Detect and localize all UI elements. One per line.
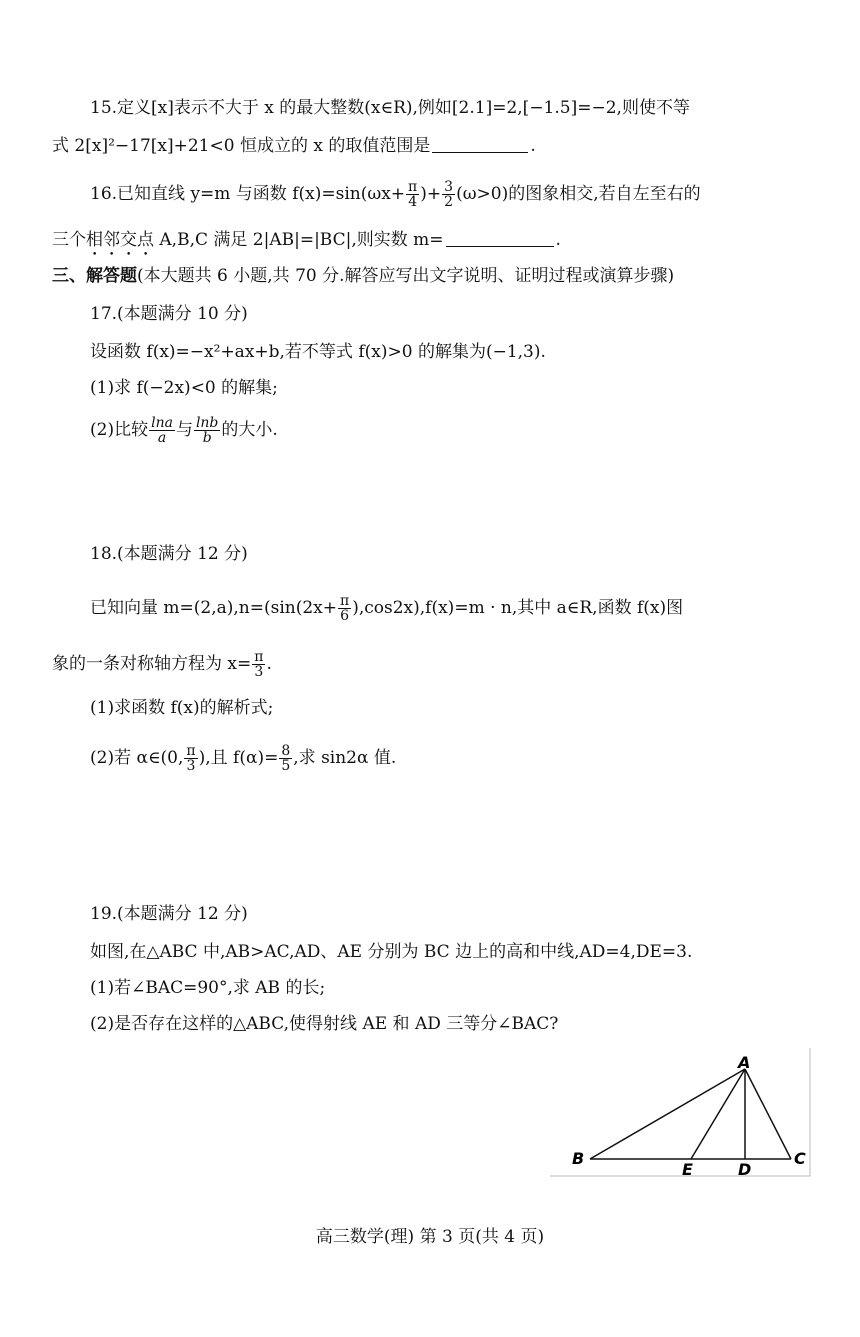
q19-part2: (2)是否存在这样的△ABC,使得射线 AE 和 AD 三等分∠BAC? — [90, 1014, 559, 1034]
q15-line2-text: 式 2[x]²−17[x]+21<0 恒成立的 x 的取值范围是 — [52, 136, 431, 156]
q16-frac-3-2 — [442, 180, 455, 209]
q18-p2-a: (2)若 α∈(0, — [90, 748, 184, 768]
q17-p2-b: 与 — [175, 420, 193, 440]
triangle-figure — [548, 1048, 812, 1178]
q18-frac4-den: 5 — [281, 758, 291, 774]
q18-frac-8-5 — [279, 744, 292, 773]
q16-line2-a: 三个 — [52, 230, 86, 250]
label-a: A — [738, 1053, 751, 1072]
q16-line1 — [90, 180, 701, 209]
q16-end: . — [555, 230, 561, 250]
q18-p2-c: ,求 sin2α 值. — [293, 748, 397, 768]
q18-frac-pi-3 — [252, 650, 265, 679]
label-e: E — [682, 1160, 693, 1178]
q18-stem2 — [52, 650, 272, 679]
section3-title: 三、解答题 — [52, 266, 137, 286]
q16-line1-c: (ω>0)的图象相交,若自左至右的 — [456, 184, 701, 204]
q18-frac3-num: π — [186, 743, 196, 759]
q18-header: 18.(本题满分 12 分) — [90, 544, 248, 564]
q17-header: 17.(本题满分 10 分) — [90, 304, 248, 324]
q16-emphasized-text: 相邻交点 — [86, 230, 154, 250]
q17-frac2-num: lnb — [195, 415, 219, 431]
q18-frac-pi-3b — [184, 744, 197, 773]
q18-p2-b: ),且 f(α)= — [198, 748, 279, 768]
q15-end: . — [530, 136, 536, 156]
q16-line2 — [52, 228, 561, 260]
q18-frac-pi-6 — [338, 594, 351, 623]
q18-frac1-den: 6 — [340, 608, 350, 624]
q15-answer-blank — [432, 136, 528, 153]
q17-frac1-num: lna — [151, 415, 173, 431]
q15-line2 — [52, 134, 536, 158]
q16-line2-b: A,B,C 满足 2|AB|=|BC|,则实数 m= — [154, 230, 444, 250]
segment-ac — [745, 1069, 791, 1159]
q18-stem-a: 已知向量 m=(2,a),n=(sin(2x+ — [90, 598, 338, 618]
q18-frac2-den: 3 — [254, 664, 264, 680]
q17-part2 — [90, 416, 278, 445]
q18-frac1-num: π — [340, 593, 350, 609]
q17-p2-a: (2)比较 — [90, 420, 149, 440]
segment-ab — [590, 1069, 745, 1159]
q18-stem-b: ),cos2x),f(x)=m · n,其中 a∈R,函数 f(x)图 — [352, 598, 684, 618]
q17-stem: 设函数 f(x)=−x²+ax+b,若不等式 f(x)>0 的解集为(−1,3). — [90, 342, 546, 362]
q17-part1: (1)求 f(−2x)<0 的解集; — [90, 378, 278, 398]
q18-stem — [90, 594, 683, 623]
q16-line1-b: )+ — [420, 184, 442, 204]
q18-frac2-num: π — [254, 649, 264, 665]
q16-frac-pi-4 — [406, 180, 419, 209]
q17-frac2-den: b — [202, 430, 212, 446]
q18-frac4-num: 8 — [281, 743, 291, 759]
section3-heading — [52, 264, 674, 288]
q16-answer-blank — [446, 230, 554, 247]
q16-frac2-num: 3 — [444, 179, 454, 195]
section3-note: (本大题共 6 小题,共 70 分.解答应写出文字说明、证明过程或演算步骤) — [137, 266, 675, 286]
q16-frac-den: 4 — [408, 194, 418, 210]
q17-frac-lna-a — [149, 416, 175, 445]
q17-frac1-den: a — [157, 430, 167, 446]
q16-frac-num: π — [408, 179, 418, 195]
figure-frame — [550, 1048, 810, 1176]
q16-frac2-den: 2 — [444, 194, 454, 210]
label-c: C — [794, 1149, 806, 1168]
q18-frac3-den: 3 — [186, 758, 196, 774]
q19-part1: (1)若∠BAC=90°,求 AB 的长; — [90, 978, 326, 998]
q17-frac-lnb-b — [194, 416, 220, 445]
q15-line1: 15.定义[x]表示不大于 x 的最大整数(x∈R),例如[2.1]=2,[−1.5]=−2,则使不等 — [90, 98, 690, 118]
q17-p2-c: 的大小. — [221, 420, 278, 440]
label-b: B — [572, 1149, 585, 1168]
q18-stem2-a: 象的一条对称轴方程为 x= — [52, 654, 252, 674]
q18-part2 — [90, 744, 396, 773]
q19-stem: 如图,在△ABC 中,AB>AC,AD、AE 分别为 BC 边上的高和中线,AD=4,DE=3. — [90, 942, 693, 962]
segment-ae — [691, 1069, 745, 1159]
q19-header: 19.(本题满分 12 分) — [90, 904, 248, 924]
label-d: D — [738, 1160, 752, 1178]
q16-line1-a: 16.已知直线 y=m 与函数 f(x)=sin(ωx+ — [90, 184, 406, 204]
q18-part1: (1)求函数 f(x)的解析式; — [90, 698, 274, 718]
q18-stem2-b: . — [266, 654, 272, 674]
page-footer: 高三数学(理) 第 3 页(共 4 页) — [315, 1227, 545, 1247]
